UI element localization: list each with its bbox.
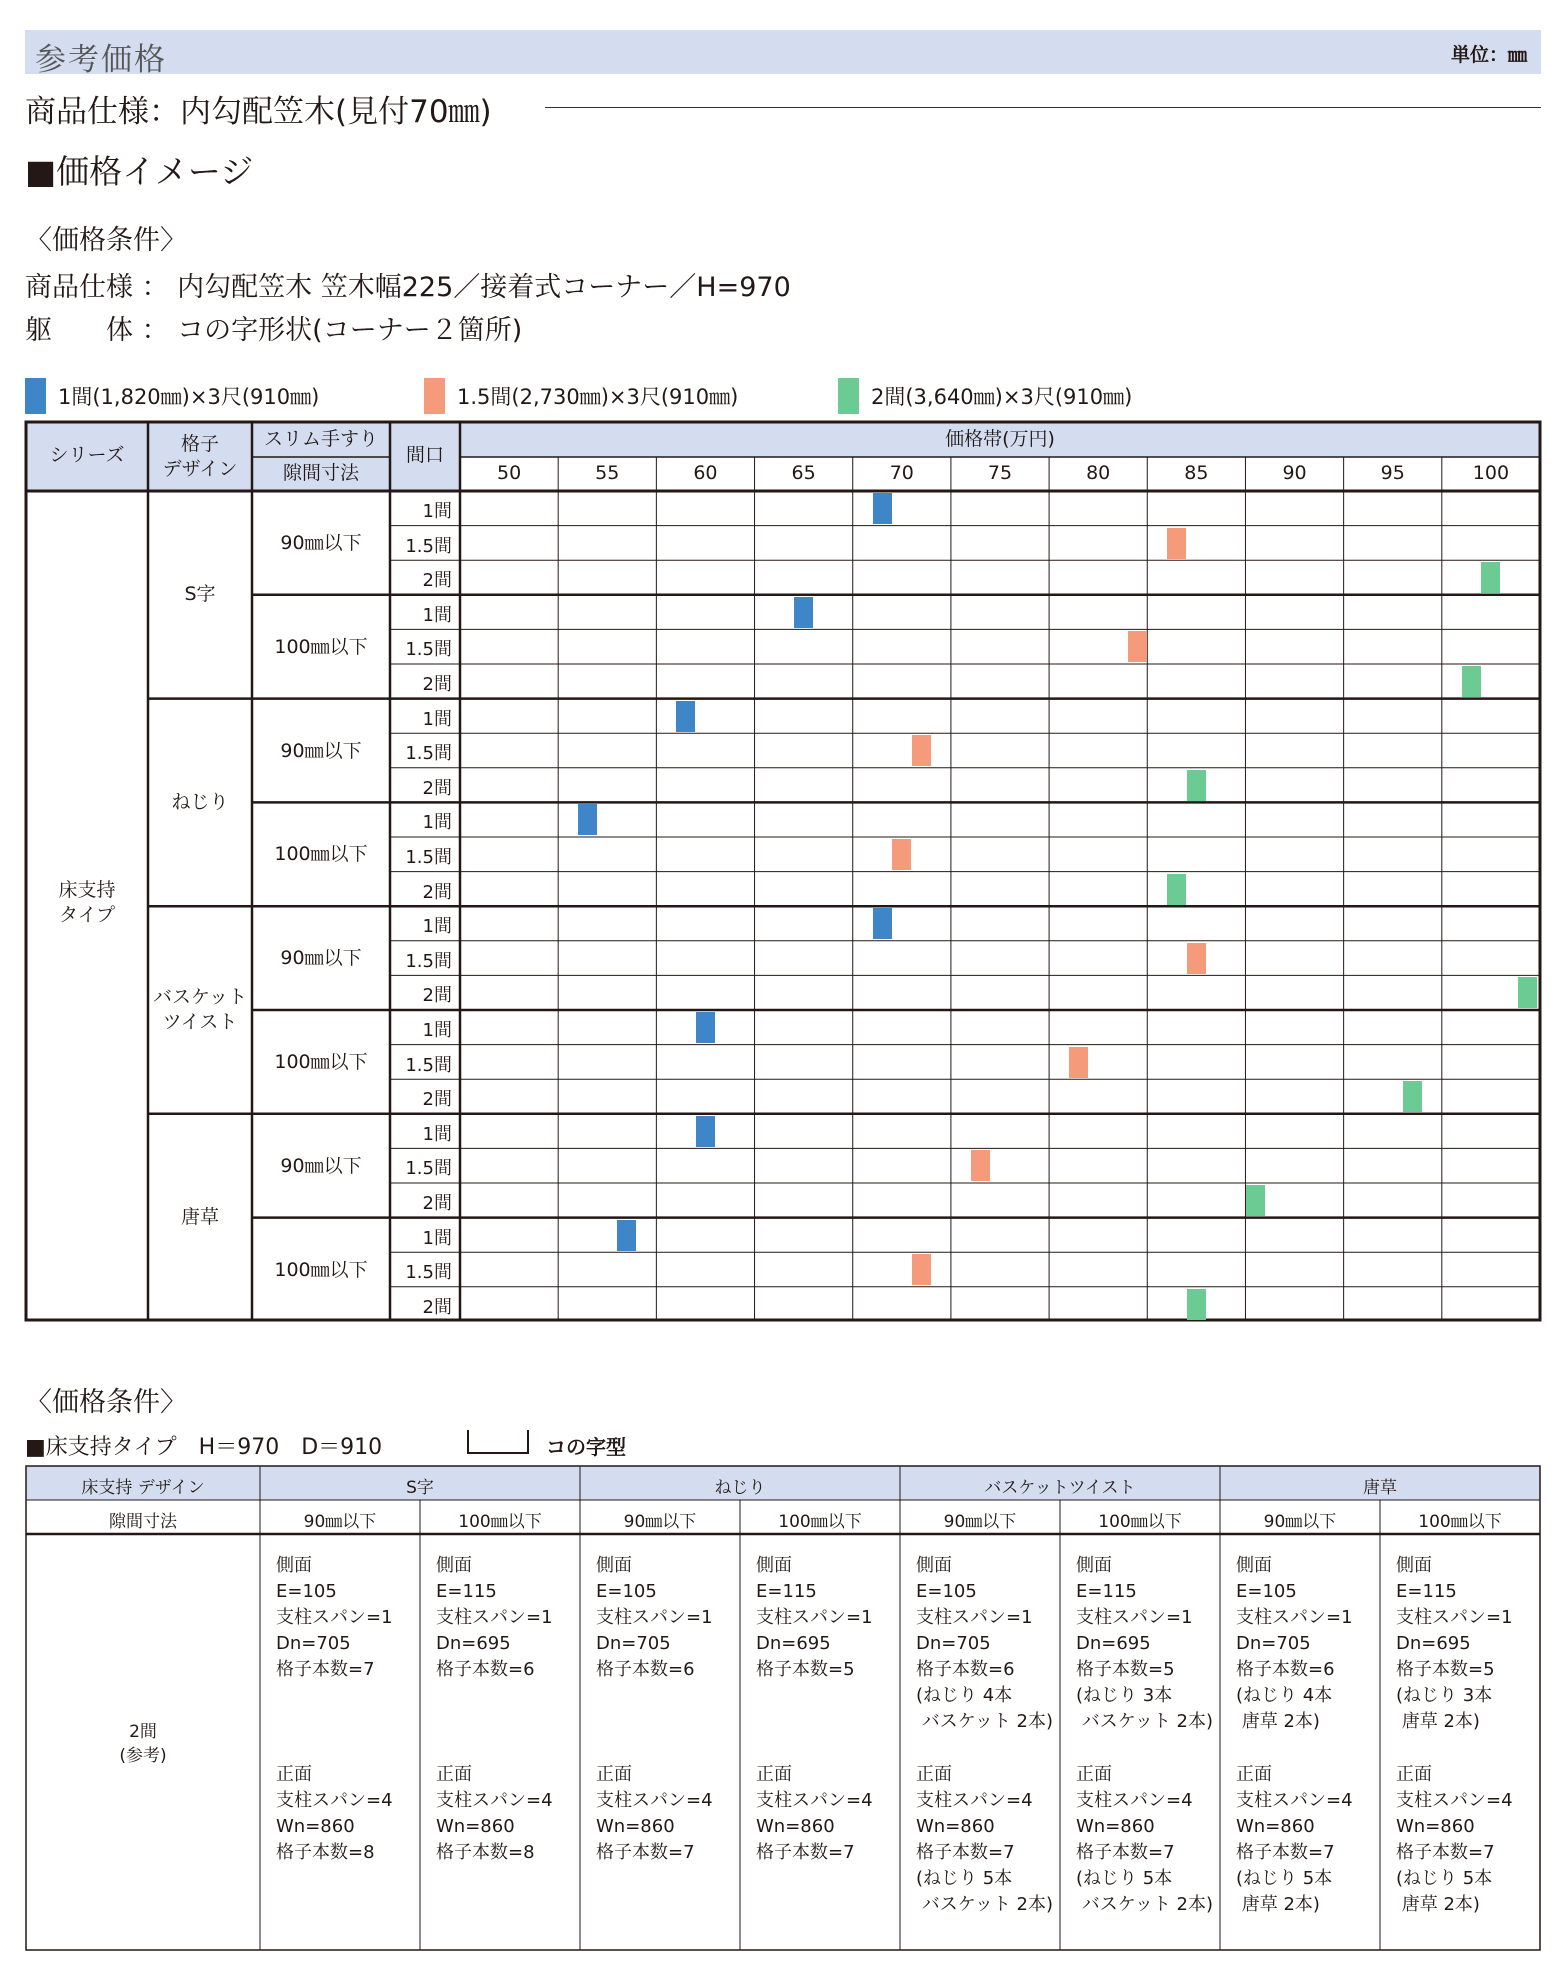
spec-gap-header: 90㎜以下 xyxy=(623,1512,697,1532)
col-header-slim: スリム手すり xyxy=(263,428,378,450)
spec-cell-front: 正面 支柱スパン=4 Wn=860 格子本数=8 xyxy=(276,1764,393,1863)
conditions-line-1: 商品仕様 ： 内勾配笠木 笠木幅225／接着式コーナー／H=970 xyxy=(25,272,791,303)
width-label: 1.5間 xyxy=(405,743,452,765)
price-tick-label: 90 xyxy=(1282,462,1307,484)
spec-head-design: 床支持 デザイン xyxy=(81,1478,205,1498)
col-header-series: シリーズ xyxy=(49,444,125,466)
spec-gap-header: 100㎜以下 xyxy=(1418,1512,1502,1532)
gap-label: 90㎜以下 xyxy=(280,739,362,762)
spec-cell-front: 正面 支柱スパン=4 Wn=860 格子本数=7 (ねじり 5本 バスケット 2本) xyxy=(916,1764,1054,1915)
width-label: 1間 xyxy=(422,812,452,834)
price-tick-label: 80 xyxy=(1086,462,1111,484)
spec-gap-header: 90㎜以下 xyxy=(303,1512,377,1532)
width-label: 2間 xyxy=(422,985,452,1007)
price-tick-label: 75 xyxy=(987,462,1013,484)
design-label: バスケット ツイスト xyxy=(152,986,248,1033)
section2-title: 〈価格条件〉 xyxy=(25,1387,187,1418)
width-label: 1間 xyxy=(422,1020,452,1041)
design-label: 唐草 xyxy=(180,1206,219,1229)
col-header-design: 格子 デザイン xyxy=(162,433,238,480)
width-label: 1間 xyxy=(422,708,452,730)
conditions-line-2: 躯 体 ： コの字形状(コーナー２箇所) xyxy=(25,315,523,346)
width-label: 1.5間 xyxy=(405,950,452,972)
gap-label: 100㎜以下 xyxy=(274,1050,368,1073)
col-header-gap: 隙間寸法 xyxy=(282,462,359,484)
width-label: 2間 xyxy=(422,881,452,903)
spec-row-label: 2間 (参考) xyxy=(119,1722,167,1766)
spec-cell-front: 正面 支柱スパン=4 Wn=860 格子本数=7 xyxy=(756,1764,873,1863)
spec-gap-header: 100㎜以下 xyxy=(778,1512,862,1532)
spec-design-header: バスケットツイスト xyxy=(984,1478,1136,1498)
unit-label: 単位：㎜ xyxy=(1450,44,1527,66)
section2-subtitle: ■床支持タイプ H＝970 D＝910 xyxy=(25,1435,383,1460)
design-label: S字 xyxy=(184,583,216,606)
gap-label: 90㎜以下 xyxy=(280,1154,362,1177)
price-tick-label: 100 xyxy=(1472,462,1510,484)
spec-cell-front: 正面 支柱スパン=4 Wn=860 格子本数=7 (ねじり 5本 バスケット 2本) xyxy=(1076,1764,1214,1915)
spec-cell-front: 正面 支柱スパン=4 Wn=860 格子本数=7 (ねじり 5本 唐草 2本) xyxy=(1396,1764,1513,1915)
width-label: 1.5間 xyxy=(405,1054,452,1076)
price-tick-label: 60 xyxy=(693,462,718,484)
gap-label: 90㎜以下 xyxy=(280,531,362,554)
width-label: 2間 xyxy=(422,1089,452,1111)
width-label: 1間 xyxy=(422,604,452,626)
spec-cell-front: 正面 支柱スパン=4 Wn=860 格子本数=7 (ねじり 5本 唐草 2本) xyxy=(1236,1764,1353,1915)
price-tick-label: 55 xyxy=(595,462,620,484)
price-tick-label: 70 xyxy=(889,462,914,484)
page-title: 参考価格 xyxy=(35,42,167,78)
gap-label: 100㎜以下 xyxy=(274,1258,368,1281)
width-label: 2間 xyxy=(422,1296,452,1318)
col-header-price: 価格帯(万円) xyxy=(945,428,1055,450)
price-tick-label: 85 xyxy=(1184,462,1209,484)
price-tick-label: 65 xyxy=(791,462,816,484)
width-label: 2間 xyxy=(422,777,452,799)
gap-label: 100㎜以下 xyxy=(274,635,368,658)
width-label: 1間 xyxy=(422,1123,452,1145)
spec-cell-side: 側面 E=105 支柱スパン=1 Dn=705 格子本数=6 xyxy=(596,1555,713,1680)
width-label: 2間 xyxy=(422,570,452,592)
width-label: 1.5間 xyxy=(405,1158,452,1180)
spec-head-gap: 隙間寸法 xyxy=(109,1512,177,1532)
gap-label: 100㎜以下 xyxy=(274,843,368,866)
shape-label: コの字型 xyxy=(546,1435,626,1459)
price-tick-label: 95 xyxy=(1380,462,1405,484)
width-label: 1間 xyxy=(422,1227,452,1249)
col-header-width: 間口 xyxy=(405,444,444,466)
width-label: 1.5間 xyxy=(405,1262,452,1284)
spec-gap-header: 100㎜以下 xyxy=(458,1512,542,1532)
conditions-title: 〈価格条件〉 xyxy=(25,225,187,256)
spec-design-header: 唐草 xyxy=(1363,1478,1397,1498)
legend-label-1: 1間(1,820㎜)×3尺(910㎜) xyxy=(58,385,320,409)
product-spec: 商品仕様：内勾配笠木(見付70㎜) xyxy=(25,94,492,130)
legend-label-2: 2間(3,640㎜)×3尺(910㎜) xyxy=(871,385,1133,409)
spec-cell-side: 側面 E=115 支柱スパン=1 Dn=695 格子本数=5 (ねじり 3本 バスケット 2本) xyxy=(1076,1555,1214,1732)
width-label: 1.5間 xyxy=(405,639,452,661)
spec-cell-side: 側面 E=105 支柱スパン=1 Dn=705 格子本数=6 (ねじり 4本 唐草 2本) xyxy=(1236,1555,1353,1732)
design-label: ねじり xyxy=(171,790,229,813)
spec-design-header: ねじり xyxy=(714,1478,766,1498)
price-image-title: ■価格イメージ xyxy=(25,152,254,191)
spec-gap-header: 100㎜以下 xyxy=(1098,1512,1182,1532)
spec-cell-side: 側面 E=105 支柱スパン=1 Dn=705 格子本数=7 xyxy=(276,1555,393,1680)
legend-label-15: 1.5間(2,730㎜)×3尺(910㎜) xyxy=(457,385,739,409)
width-label: 2間 xyxy=(422,1193,452,1214)
spec-cell-side: 側面 E=115 支柱スパン=1 Dn=695 格子本数=5 xyxy=(756,1555,873,1680)
spec-gap-header: 90㎜以下 xyxy=(943,1512,1017,1532)
width-label: 1間 xyxy=(422,501,452,522)
spec-cell-side: 側面 E=105 支柱スパン=1 Dn=705 格子本数=6 (ねじり 4本 バスケット 2本) xyxy=(916,1555,1054,1732)
spec-gap-header: 90㎜以下 xyxy=(1263,1512,1337,1532)
width-label: 1.5間 xyxy=(405,847,452,868)
spec-cell-side: 側面 E=115 支柱スパン=1 Dn=695 格子本数=5 (ねじり 3本 唐草 2本) xyxy=(1396,1555,1513,1732)
series-label: 床支持 タイプ xyxy=(58,879,116,926)
spec-cell-side: 側面 E=115 支柱スパン=1 Dn=695 格子本数=6 xyxy=(436,1555,553,1680)
price-tick-label: 50 xyxy=(496,462,522,484)
gap-label: 90㎜以下 xyxy=(280,947,362,970)
spec-design-header: S字 xyxy=(406,1478,434,1498)
width-label: 1間 xyxy=(422,916,452,938)
width-label: 2間 xyxy=(422,674,452,695)
spec-cell-front: 正面 支柱スパン=4 Wn=860 格子本数=8 xyxy=(436,1764,553,1863)
spec-cell-front: 正面 支柱スパン=4 Wn=860 格子本数=7 xyxy=(596,1764,713,1863)
width-label: 1.5間 xyxy=(405,535,452,557)
